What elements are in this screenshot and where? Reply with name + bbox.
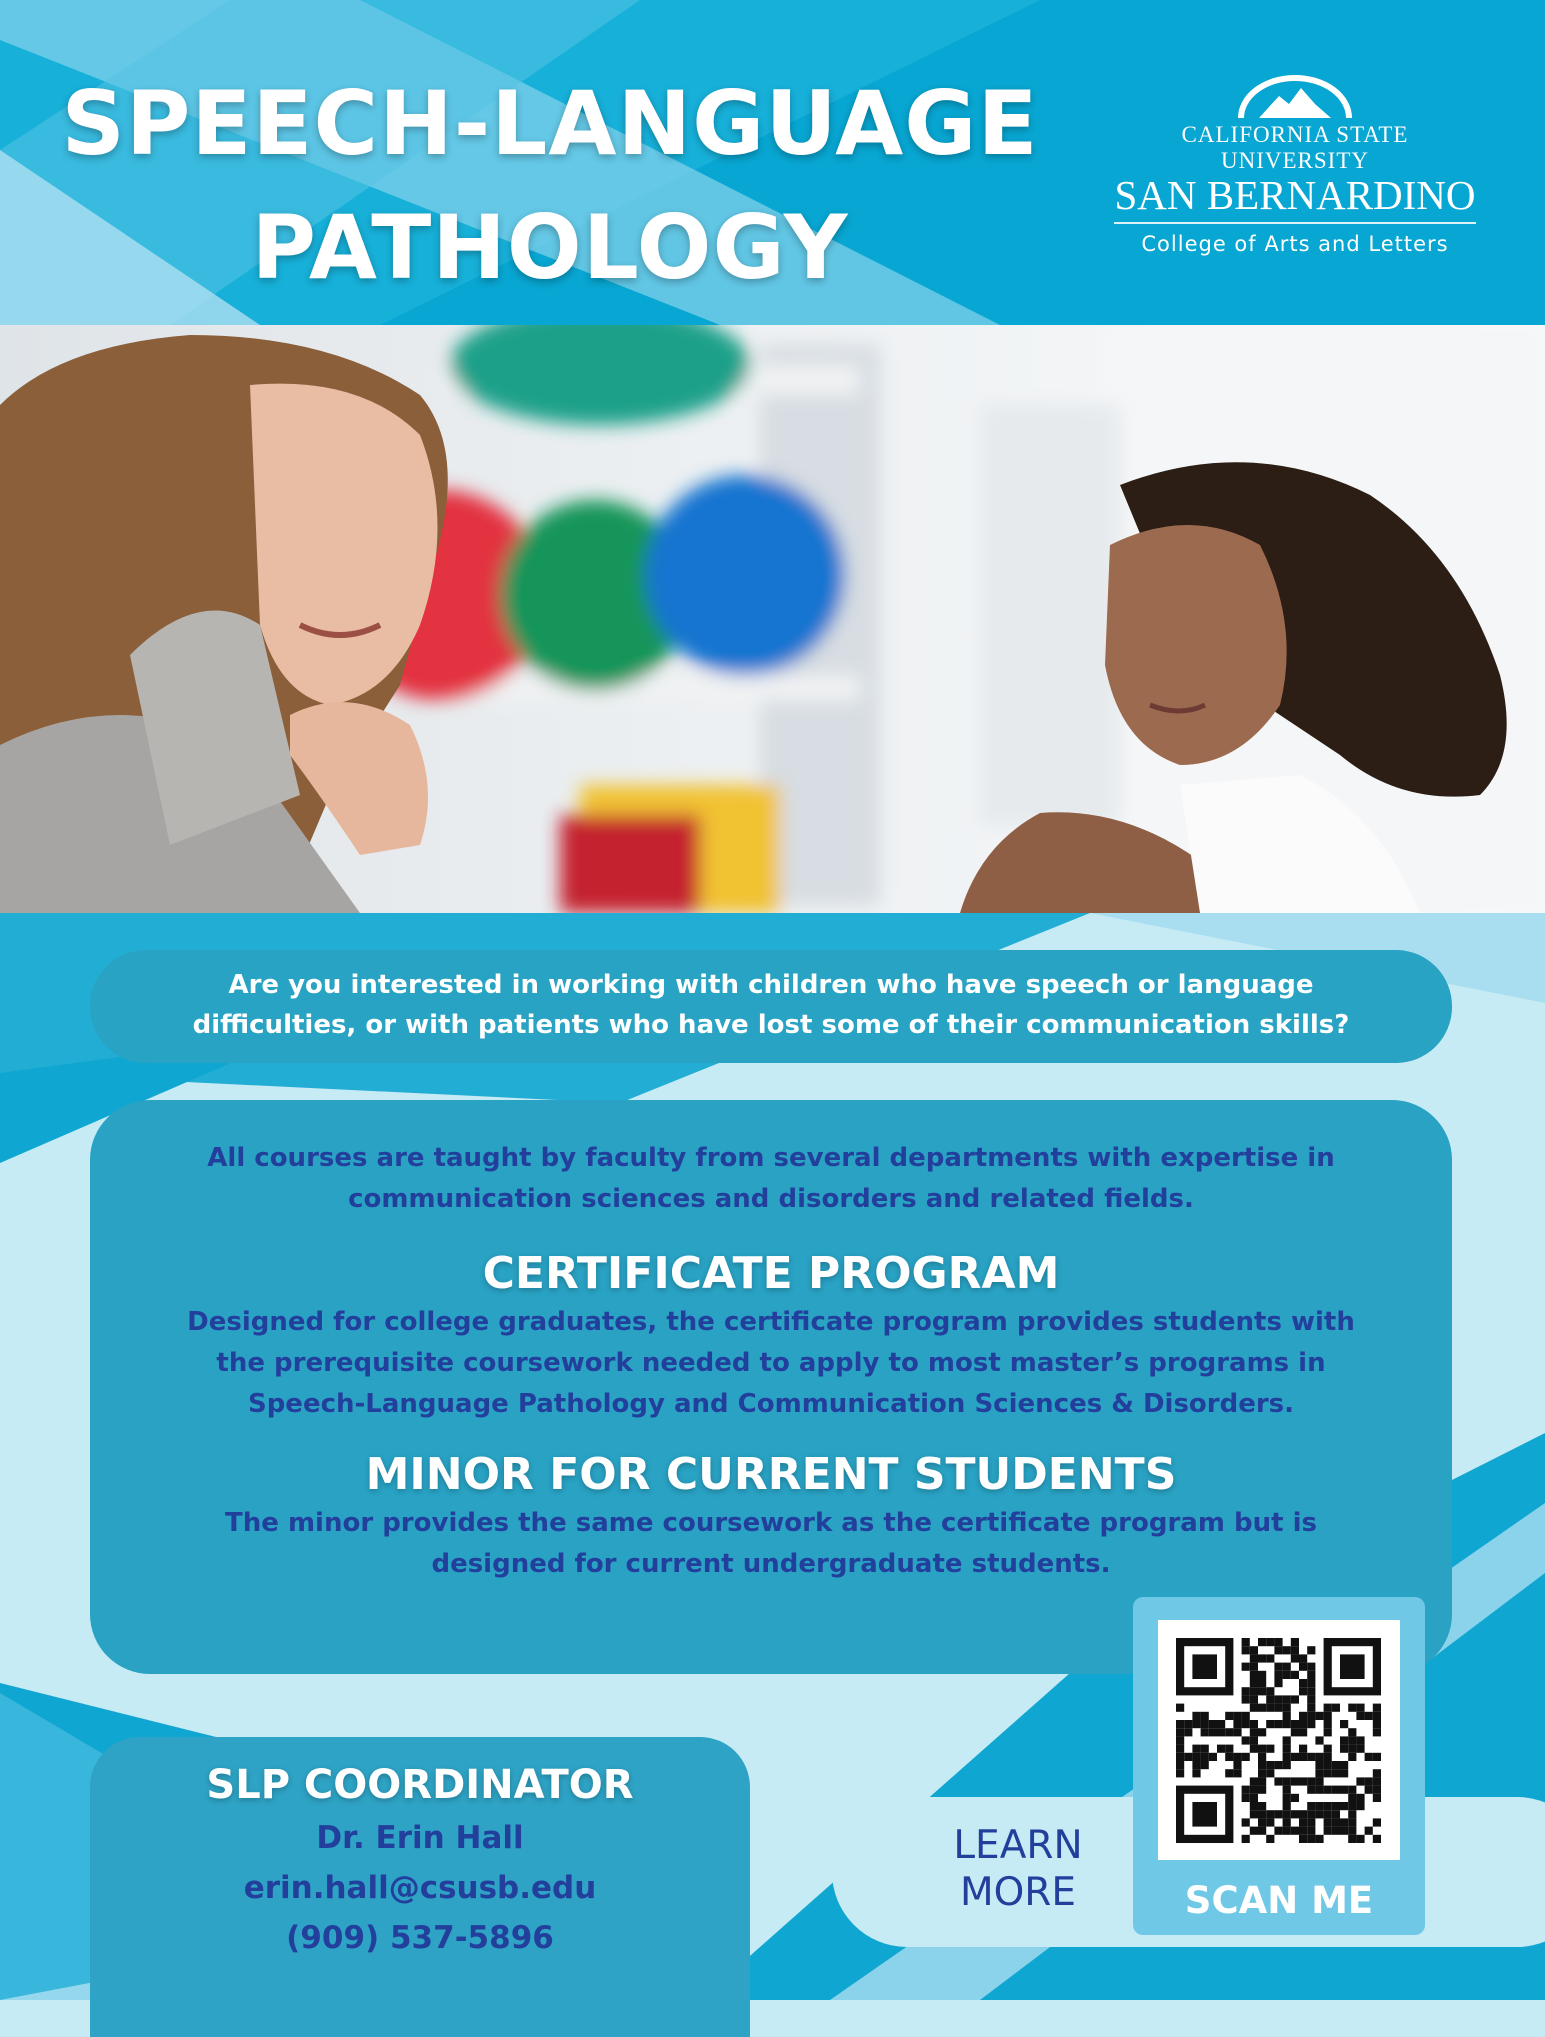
header-banner: [0, 0, 1545, 325]
learn-line-1: LEARN: [953, 1823, 1083, 1868]
learn-line-2: MORE: [959, 1870, 1077, 1915]
minor-line-1: The minor provides the same coursework as the certificate program but is: [225, 1508, 1317, 1538]
photo-therapist-and-child-icon: [0, 325, 1545, 913]
qr-code-graphic: [1158, 1620, 1400, 1860]
coordinator-email[interactable]: erin.hall@csusb.edu: [243, 1870, 597, 1906]
logo-campus: SAN BERNARDINO: [1114, 172, 1476, 218]
mountain-arch-icon: [1235, 74, 1355, 118]
minor-heading: MINOR FOR CURRENT STUDENTS: [365, 1449, 1177, 1500]
hero-photo: [0, 325, 1545, 913]
coordinator-name: Dr. Erin Hall: [316, 1820, 524, 1856]
certificate-line-3: Speech-Language Pathology and Communication Sciences & Disorders.: [247, 1389, 1295, 1419]
qr-code-icon[interactable]: [1158, 1620, 1400, 1860]
logo-university: CALIFORNIA STATE UNIVERSITY: [1181, 122, 1409, 173]
coordinator-phone[interactable]: (909) 537-5896: [286, 1920, 554, 1956]
logo-divider: [1114, 222, 1476, 224]
faculty-line-2: communication sciences and disorders and related fields.: [348, 1184, 1194, 1214]
page-title: [30, 62, 1070, 310]
learn-more-text: [918, 1822, 1118, 1916]
coordinator-card: [90, 1737, 750, 2037]
certificate-line-1: Designed for college graduates, the certificate program provides students with: [187, 1307, 1355, 1337]
intro-line-2: difficulties, or with patients who have lost some of their communication skills?: [192, 1010, 1350, 1040]
scan-me-label: SCAN ME: [1184, 1879, 1374, 1922]
certificate-heading: CERTIFICATE PROGRAM: [482, 1248, 1060, 1299]
title-line-2: PATHOLOGY: [251, 196, 849, 299]
intro-question: [90, 950, 1452, 1063]
certificate-line-2: the prerequisite coursework needed to apply to most master’s programs in: [216, 1348, 1326, 1378]
intro-line-1: Are you interested in working with children who have speech or language: [228, 970, 1314, 1000]
minor-line-2: designed for current undergraduate students.: [431, 1549, 1111, 1579]
university-logo: [1110, 74, 1480, 256]
program-info-panel: [90, 1100, 1452, 1674]
logo-college: College of Arts and Letters: [1141, 232, 1449, 256]
title-line-1: SPEECH-LANGUAGE: [61, 72, 1039, 175]
faculty-line-1: All courses are taught by faculty from several departments with expertise in: [207, 1143, 1335, 1173]
coordinator-heading: SLP COORDINATOR: [206, 1762, 634, 1808]
